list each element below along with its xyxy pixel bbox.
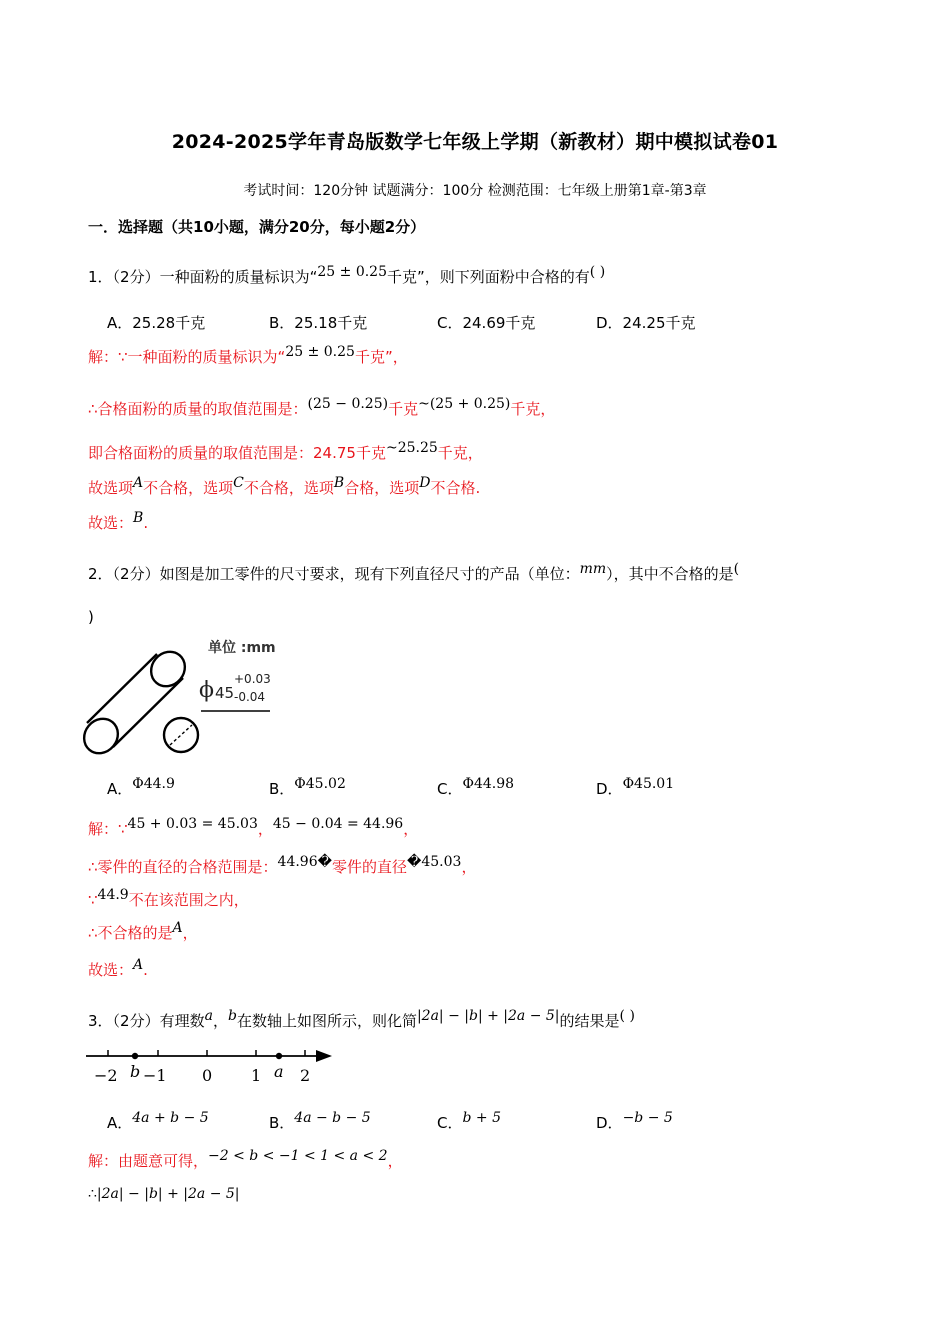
q2-option-b: B．Φ45.02 bbox=[269, 776, 346, 798]
numberline-label-2: 2 bbox=[300, 1066, 311, 1085]
q1-solution-line2: ∴合格面粉的质量的取值范围是：(25 − 0.25)千克~(25 + 0.25)千克， bbox=[88, 396, 556, 418]
q2-option-d: D．Φ45.01 bbox=[596, 776, 675, 798]
q1-solution-line5: 故选：B. bbox=[88, 510, 149, 532]
q2-solution-line5: 故选：A. bbox=[88, 957, 148, 979]
number-line-arrow bbox=[316, 1050, 332, 1062]
q2-lower-tolerance: -0.04 bbox=[234, 690, 266, 704]
q1-solution-line1: 解：∵一种面粉的质量标识为“25 ± 0.25千克”， bbox=[88, 344, 408, 366]
q2-nominal-45: 45 bbox=[215, 684, 235, 702]
numberline-label-a: a bbox=[274, 1062, 284, 1081]
q1-math-weight: 25 ± 0.25 bbox=[317, 264, 387, 280]
q2-phi-symbol: ϕ bbox=[199, 678, 214, 703]
q1-option-a: A．25.28千克 bbox=[107, 314, 206, 332]
q3-number-line bbox=[84, 1046, 334, 1066]
q1-paren: ( ) bbox=[589, 264, 606, 280]
numberline-label-b: b bbox=[130, 1062, 141, 1081]
q2-upper-tolerance: +0.03 bbox=[234, 672, 271, 686]
document-title: 2024-2025学年青岛版数学七年级上学期（新教材）期中模拟试卷01 bbox=[171, 131, 779, 153]
q2-solution-line3: ∵44.9不在该范围之内， bbox=[88, 887, 249, 909]
point-b bbox=[132, 1053, 138, 1059]
q3-option-d: D．−b − 5 bbox=[596, 1110, 673, 1132]
q3-solution-line2: ∴|2a| − |b| + |2a − 5| bbox=[88, 1186, 240, 1202]
q2-solution-line1: 解：∵45 + 0.03 = 45.03，45 − 0.04 = 44.96， bbox=[88, 816, 419, 838]
q1-option-b: B．25.18千克 bbox=[269, 314, 368, 332]
diameter-dashed-line bbox=[170, 725, 192, 745]
cylinder-bottom-ellipse bbox=[80, 712, 125, 758]
numberline-label-neg1: −1 bbox=[143, 1066, 167, 1085]
numberline-label-0: 0 bbox=[202, 1066, 213, 1085]
cross-section-circle bbox=[164, 718, 198, 752]
q2-stem-paren-close: ) bbox=[88, 608, 94, 626]
q1-option-c: C．24.69千克 bbox=[437, 314, 536, 332]
numberline-label-1: 1 bbox=[251, 1066, 262, 1085]
section-heading: 一．选择题（共10小题，满分20分，每小题2分） bbox=[88, 218, 426, 236]
q3-option-c: C．b + 5 bbox=[437, 1110, 501, 1132]
q3-solution-line1: 解：由题意可得，−2 < b < −1 < 1 < a < 2， bbox=[88, 1148, 403, 1170]
q2-stem: 2．（2分）如图是加工零件的尺寸要求，现有下列直径尺寸的产品（单位：mm），其中不合格的是( bbox=[88, 561, 740, 583]
point-a bbox=[276, 1053, 282, 1059]
exam-info: 考试时间：120分钟 试题满分：100分 检测范围：七年级上册第1章-第3章 bbox=[243, 183, 707, 199]
q1-solution-line4: 故选项A不合格，选项C不合格，选项B合格，选项D不合格. bbox=[88, 475, 481, 497]
q2-solution-line4: ∴不合格的是A， bbox=[88, 920, 198, 942]
q2-figure-unit-label: 单位 :mm bbox=[208, 640, 276, 656]
cylinder-top-ellipse bbox=[144, 645, 192, 693]
q1-stem: 1．（2分）一种面粉的质量标识为“25 ± 0.25千克”，则下列面粉中合格的有( ) bbox=[88, 264, 606, 286]
q1-option-d: D．24.25千克 bbox=[596, 314, 696, 332]
q3-stem: 3．（2分）有理数a，b在数轴上如图所示，则化简|2a| − |b| + |2a − 5|的结果是( ) bbox=[88, 1008, 635, 1030]
numberline-label-neg2: −2 bbox=[94, 1066, 118, 1085]
q2-option-c: C．Φ44.98 bbox=[437, 776, 515, 798]
q1-solution-line3: 即合格面粉的质量的取值范围是：24.75千克~25.25千克， bbox=[88, 440, 483, 462]
q2-solution-line2: ∴零件的直径的合格范围是：44.96�零件的直径�45.03， bbox=[88, 854, 477, 876]
q3-option-b: B．4a − b − 5 bbox=[269, 1110, 371, 1132]
q2-option-a: A．Φ44.9 bbox=[107, 776, 175, 798]
q3-option-a: A．4a + b − 5 bbox=[107, 1110, 209, 1132]
